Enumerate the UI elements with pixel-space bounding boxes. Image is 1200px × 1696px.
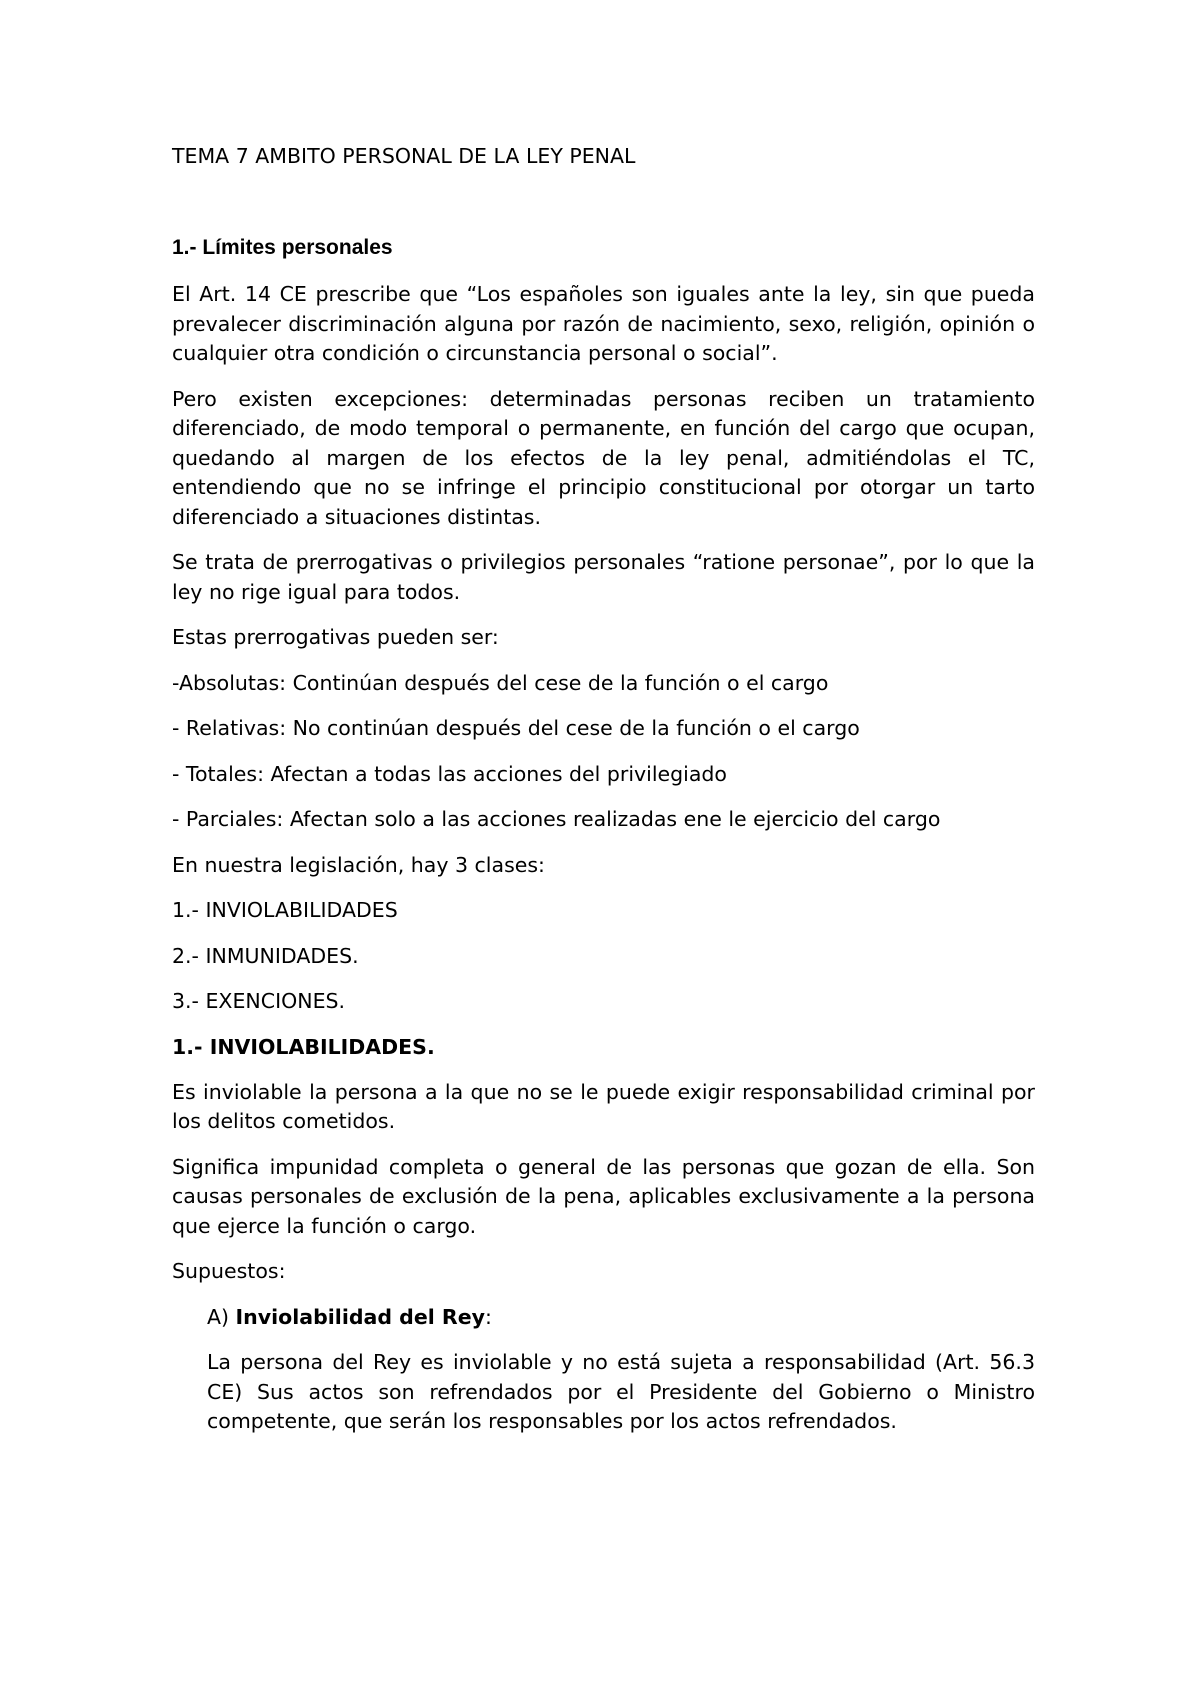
- paragraph-prerrogativas: Se trata de prerrogativas o privilegios personales “ratione personae”, por lo que la ley no rige igual para todos.: [172, 550, 1035, 604]
- paragraph-impunidad: Significa impunidad completa o general de las personas que gozan de ella. Son causas personales de exclusión de la pena, aplicables exclusivamente a la persona que ejerce la función o cargo.: [172, 1154, 1035, 1238]
- list-item-inviolabilidades: 1.- INVIOLABILIDADES: [172, 898, 398, 922]
- paragraph-clases: En nuestra legislación, hay 3 clases:: [172, 852, 545, 877]
- list-item-totales: - Totales: Afectan a todas las acciones del privilegiado: [172, 761, 727, 786]
- paragraph-excepciones: Pero existen excepciones: determinadas personas reciben un tratamiento diferenciado, de modo temporal o permanente, en función del cargo que ocupan, quedando al margen de los efectos de la ley penal, admitiéndolas el TC, entendiendo que no se infringe el principio constitucional por otorgar un tarto diferenciado a situaciones distintas.: [172, 386, 1035, 529]
- subheading-rey: [207, 1303, 1035, 1333]
- list-item-absolutas: -Absolutas: Continúan después del cese de la función o el cargo: [172, 670, 829, 695]
- list-item-relativas: - Relativas: No continúan después del cese de la función o el cargo: [172, 716, 860, 740]
- paragraph-inviolable: Es inviolable la persona a la que no se le puede exigir responsabilidad criminal por los delitos cometidos.: [172, 1079, 1035, 1133]
- document-title: TEMA 7 AMBITO PERSONAL DE LA LEY PENAL: [172, 144, 636, 168]
- list-item-parciales: - Parciales: Afectan solo a las acciones realizadas ene le ejercicio del cargo: [172, 807, 941, 831]
- paragraph-pueden-ser: Estas prerrogativas pueden ser:: [172, 625, 499, 649]
- document-content: [172, 142, 1035, 1453]
- paragraph-rey: La persona del Rey es inviolable y no está sujeta a responsabilidad (Art. 56.3 CE) Sus actos son refrendados por el Presidente del Gobierno o Ministro competente, que serán los responsables por los actos refrendados.: [207, 1350, 1035, 1433]
- subheading-rey-bold: Inviolabilidad del Rey: [235, 1304, 485, 1329]
- paragraph-art14: El Art. 14 CE prescribe que “Los españoles son iguales ante la ley, sin que pueda prevalecer discriminación alguna por razón de nacimiento, sexo, religión, opinión o cualquier otra condición o circunstancia personal o social”.: [172, 282, 1035, 365]
- list-item-inmunidades: 2.- INMUNIDADES.: [172, 943, 359, 968]
- subheading-rey-prefix: A): [207, 1304, 236, 1329]
- section-heading-inviolabilidades: 1.- INVIOLABILIDADES.: [172, 1034, 435, 1059]
- subheading-rey-suffix: :: [484, 1304, 492, 1329]
- section-heading-limites: 1.- Límites personales: [172, 236, 393, 259]
- paragraph-supuestos: Supuestos:: [172, 1259, 286, 1283]
- list-item-exenciones: 3.- EXENCIONES.: [172, 989, 346, 1013]
